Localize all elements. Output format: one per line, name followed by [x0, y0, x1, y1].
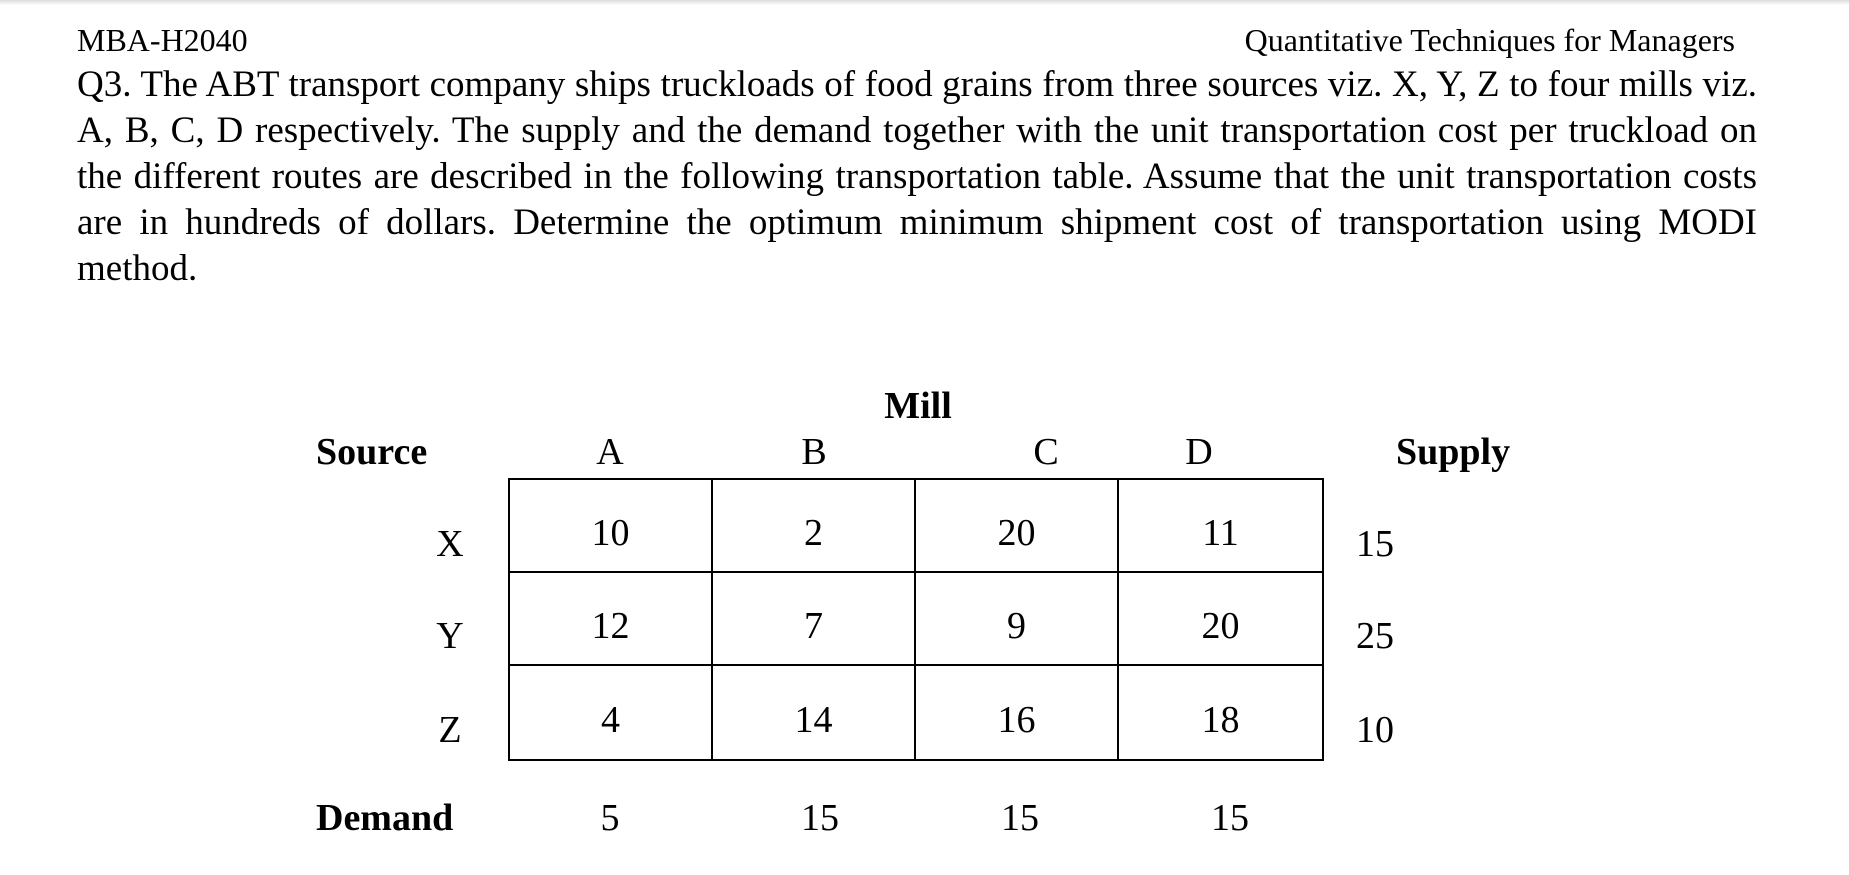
demand-value-d: 15: [1211, 797, 1249, 839]
supply-value-x: 15: [1356, 523, 1394, 565]
cost-cell: 12: [510, 573, 713, 666]
question-text: Q3. The ABT transport company ships truckloads of food grains from three sources viz. X, Y, Z to four mills viz. A, B, C, D respectively. The supply and the demand together with the unit transportation cost per truckload on the different routes are described in the following transportation table. Assume that the unit transportation costs are in hundreds of dollars. Determine the optimum minimum shipment cost of transportation using MODI method.: [77, 64, 1757, 289]
cost-cell: 10: [510, 480, 713, 573]
supply-value-y: 25: [1356, 615, 1394, 657]
mill-header-c: C: [1033, 431, 1059, 473]
source-label: Source: [316, 431, 428, 473]
cost-cell: 2: [713, 480, 916, 573]
demand-value-c: 15: [1001, 797, 1039, 839]
mill-header-b: B: [801, 431, 827, 473]
cost-cell: 14: [713, 666, 916, 759]
cost-cell: 18: [1201, 698, 1240, 741]
course-code: MBA-H2040: [77, 22, 248, 58]
cost-cell: 20: [1119, 573, 1322, 666]
cost-cell: 16: [916, 666, 1119, 759]
cost-cell: 20: [916, 480, 1119, 573]
demand-value-b: 15: [801, 797, 839, 839]
mill-header-a: A: [596, 431, 624, 473]
cost-cell: 7: [713, 573, 916, 666]
cost-cell: 9: [916, 573, 1119, 666]
cost-table: [508, 478, 1324, 761]
supply-value-z: 10: [1356, 709, 1394, 751]
top-shadow: [0, 0, 1849, 5]
demand-value-a: 5: [600, 797, 620, 839]
mill-header-d: D: [1185, 431, 1213, 473]
demand-label: Demand: [316, 797, 454, 839]
cost-cell: 4: [510, 666, 713, 759]
cost-cell: 11: [1119, 480, 1322, 573]
source-row-z: Z: [438, 709, 462, 751]
source-row-x: X: [436, 523, 464, 565]
supply-label: Supply: [1396, 431, 1511, 473]
course-title: Quantitative Techniques for Managers: [1244, 22, 1735, 58]
source-row-y: Y: [436, 615, 464, 657]
mill-label: Mill: [884, 385, 952, 427]
